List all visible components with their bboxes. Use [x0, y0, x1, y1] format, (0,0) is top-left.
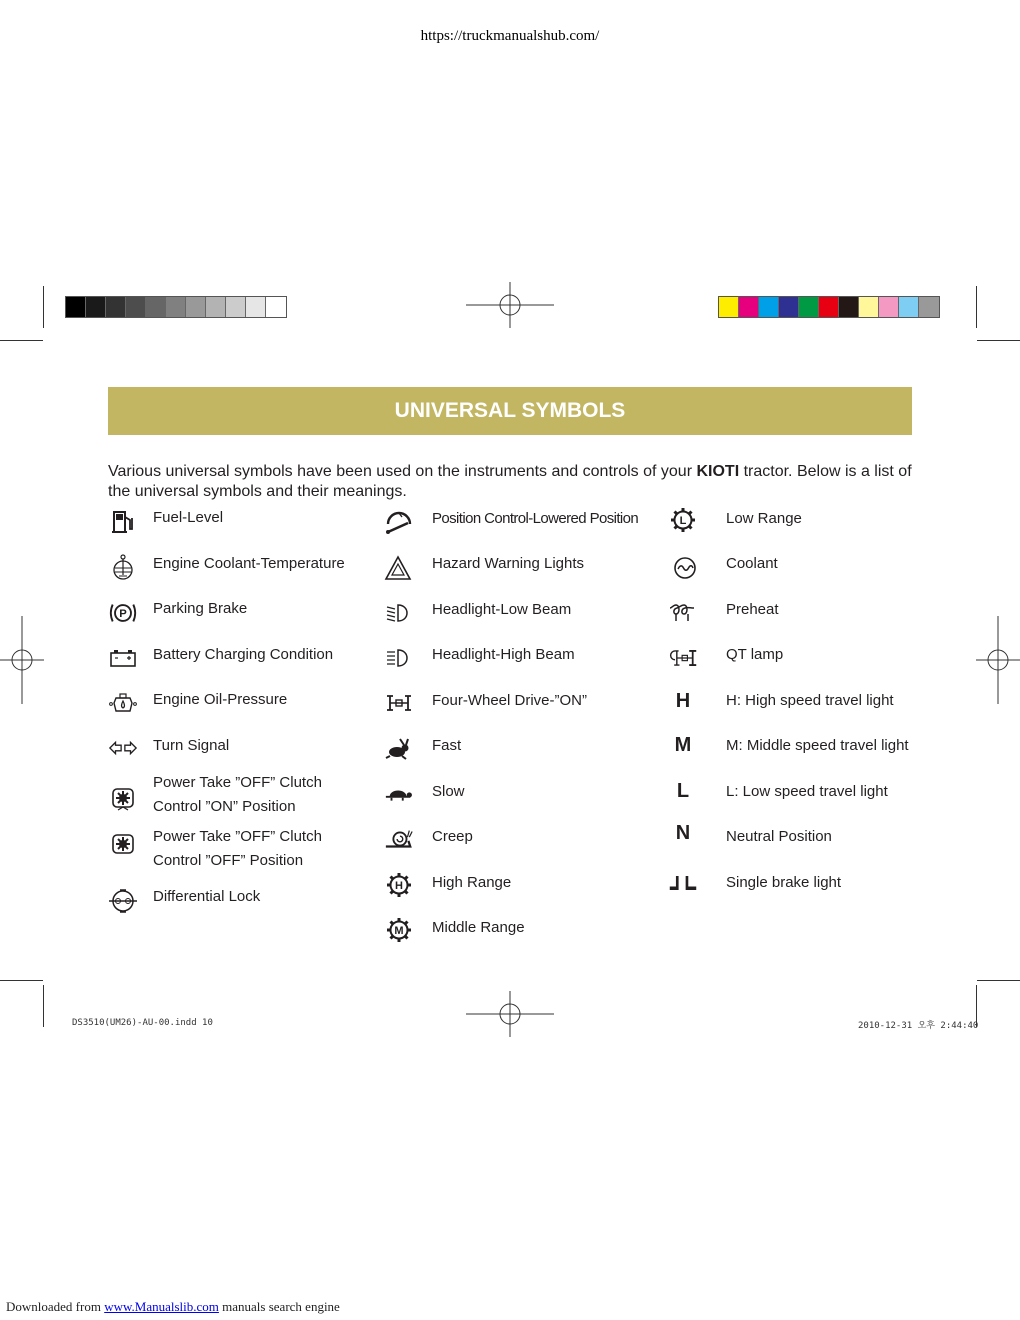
- symbol-label: Parking Brake: [153, 600, 248, 617]
- color-swatch: [759, 297, 779, 317]
- diff-lock-icon: [108, 886, 138, 916]
- color-swatch: [799, 297, 819, 317]
- color-swatch: [126, 297, 146, 317]
- color-swatch: [206, 297, 226, 317]
- low-beam-icon: [384, 598, 414, 628]
- symbol-label: Single brake light: [726, 874, 842, 891]
- svg-text:H: H: [395, 880, 403, 892]
- intro-text: Various universal symbols have been used on the instruments and controls of your: [108, 463, 697, 480]
- registration-mark-bottom: [466, 991, 554, 1037]
- symbol-label: Turn Signal: [153, 737, 230, 754]
- letter-l-icon: L: [676, 779, 690, 802]
- registration-mark-right: [976, 616, 1020, 704]
- page-title: UNIVERSAL SYMBOLS: [108, 387, 912, 435]
- symbol-label: Engine Oil-Pressure: [153, 691, 288, 708]
- four-wheel-drive-icon: [384, 688, 414, 718]
- color-swatch: [739, 297, 759, 317]
- registration-mark-top: [466, 282, 554, 328]
- grayscale-color-bar: [65, 296, 287, 318]
- symbol-label: Position Control-Lowered Position: [432, 510, 639, 527]
- symbol-label: Fast: [432, 737, 462, 754]
- symbol-label: Coolant: [726, 555, 778, 572]
- print-timestamp: 2010-12-31 오후 2:44:40: [858, 1021, 979, 1031]
- symbol-label: L: Low speed travel light: [726, 783, 888, 800]
- high-beam-icon: [384, 643, 414, 673]
- symbol-label: Hazard Warning Lights: [432, 555, 585, 572]
- symbol-label: Differential Lock: [153, 888, 261, 905]
- symbol-label: Power Take ”OFF” Clutch Control ”OFF” Position: [153, 828, 322, 869]
- color-swatch: [106, 297, 126, 317]
- color-swatch: [86, 297, 106, 317]
- pto-off-icon: [108, 830, 138, 860]
- symbol-label: Creep: [432, 828, 473, 845]
- letter-n-icon: N: [675, 821, 691, 844]
- brake-pedals-icon: [668, 868, 698, 898]
- svg-text:P: P: [119, 608, 127, 621]
- symbol-label: Slow: [432, 783, 465, 800]
- download-note: [6, 1299, 340, 1315]
- color-swatch: [186, 297, 206, 317]
- battery-icon: [108, 643, 138, 673]
- source-url[interactable]: https://truckmanualshub.com/: [420, 28, 600, 44]
- intro-paragraph: [108, 462, 916, 502]
- hazard-triangle-icon: [383, 553, 413, 583]
- symbol-label: Fuel-Level: [153, 509, 224, 526]
- symbol-label: High Range: [432, 874, 512, 891]
- color-swatch: [779, 297, 799, 317]
- snail-icon: [384, 824, 414, 854]
- gear-h-icon: [384, 870, 414, 900]
- symbol-label: Preheat: [726, 601, 779, 618]
- gear-l-icon: [668, 505, 698, 535]
- process-color-bar: [718, 296, 940, 318]
- oil-can-icon: [108, 688, 138, 718]
- download-suffix: manuals search engine: [218, 1299, 340, 1314]
- pto-on-icon: [108, 784, 138, 814]
- color-swatch: [226, 297, 246, 317]
- preheat-coil-icon: [668, 598, 698, 628]
- turn-signal-icon: [108, 733, 138, 763]
- symbol-label: Headlight-Low Beam: [432, 601, 572, 618]
- letter-m-icon: M: [674, 733, 692, 756]
- symbol-label: Four-Wheel Drive-”ON”: [432, 692, 588, 709]
- gear-m-icon: [384, 915, 414, 945]
- intro-text-end: tractor. Below is a list of the universal symbols and their meanings.: [108, 463, 912, 500]
- color-swatch: [879, 297, 899, 317]
- color-swatch: [66, 297, 86, 317]
- coolant-thermometer-icon: [108, 553, 138, 583]
- color-swatch: [146, 297, 166, 317]
- color-swatch: [266, 297, 286, 317]
- symbol-label: Power Take ”OFF” Clutch Control ”ON” Position: [153, 774, 322, 815]
- color-swatch: [899, 297, 919, 317]
- symbol-label: M: Middle speed travel light: [726, 737, 909, 754]
- download-prefix: Downloaded from: [6, 1299, 105, 1314]
- color-swatch: [839, 297, 859, 317]
- color-swatch: [819, 297, 839, 317]
- brand-name: KIOTI: [696, 463, 740, 480]
- rabbit-icon: [384, 734, 414, 764]
- symbol-label: H: High speed travel light: [726, 692, 894, 709]
- position-control-icon: [384, 507, 414, 537]
- symbol-label: QT lamp: [726, 646, 784, 663]
- parking-brake-icon: [108, 598, 138, 628]
- symbol-label: Neutral Position: [726, 828, 832, 845]
- manualslib-link[interactable]: www.Manualslib.com: [104, 1299, 219, 1314]
- symbol-label: Battery Charging Condition: [153, 646, 334, 663]
- color-swatch: [719, 297, 739, 317]
- symbol-label: Middle Range: [432, 919, 525, 936]
- color-swatch: [859, 297, 879, 317]
- coolant-icon: [670, 553, 700, 583]
- svg-text:L: L: [679, 515, 687, 527]
- color-swatch: [919, 297, 939, 317]
- registration-mark-left: [0, 616, 44, 704]
- print-file-name: DS3510(UM26)-AU-00.indd 10: [72, 1018, 213, 1028]
- symbol-label: Headlight-High Beam: [432, 646, 575, 663]
- color-swatch: [166, 297, 186, 317]
- turtle-icon: [384, 779, 414, 809]
- color-swatch: [246, 297, 266, 317]
- qt-lamp-icon: [668, 643, 698, 673]
- svg-text:M: M: [394, 925, 404, 937]
- symbol-label: Engine Coolant-Temperature: [153, 555, 345, 572]
- letter-h-icon: H: [675, 689, 691, 712]
- fuel-pump-icon: [108, 507, 138, 537]
- symbol-label: Low Range: [726, 510, 802, 527]
